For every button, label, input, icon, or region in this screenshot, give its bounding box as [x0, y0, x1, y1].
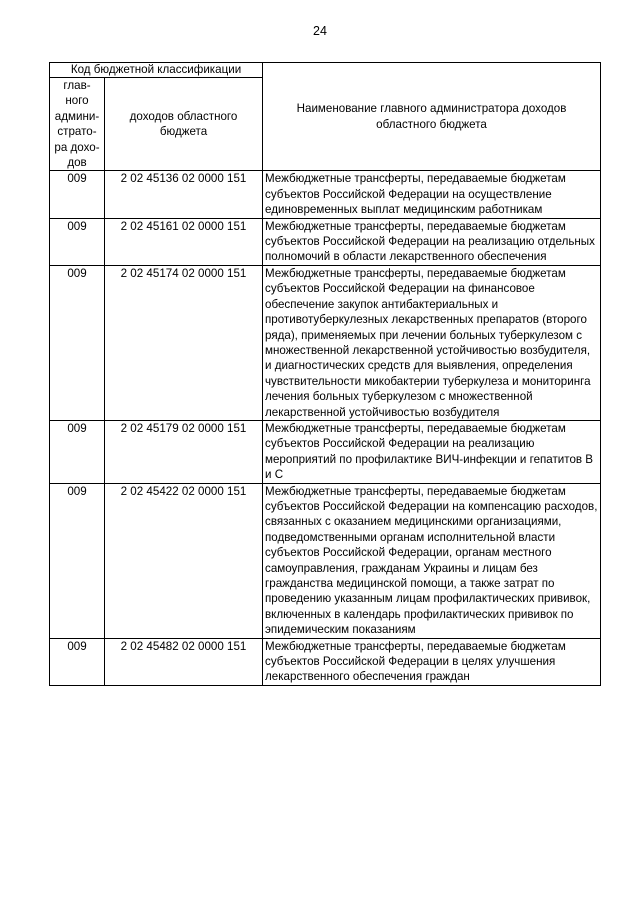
income-name-cell: Межбюджетные трансферты, передаваемые бюджетам субъектов Российской Федерации на реализацию отдельных полномочий в области лекарственного обеспечения — [263, 218, 601, 265]
admin-code-cell: 009 — [50, 265, 105, 420]
regional-income-header: доходов областного бюджета — [105, 78, 263, 171]
page-number: 24 — [313, 24, 327, 38]
admin-header-line: ра дохо- — [54, 140, 100, 154]
budget-code-cell: 2 02 45161 02 0000 151 — [105, 218, 263, 265]
budget-code-cell: 2 02 45482 02 0000 151 — [105, 638, 263, 685]
admin-code-cell: 009 — [50, 218, 105, 265]
table-row — [50, 420, 601, 483]
chief-administrator-header — [50, 78, 105, 171]
admin-code-cell: 009 — [50, 420, 105, 483]
budget-code-cell: 2 02 45136 02 0000 151 — [105, 171, 263, 218]
income-name-cell: Межбюджетные трансферты, передаваемые бюджетам субъектов Российской Федерации на финансовое обеспечение закупок антибактериальных и противотуберкулезных лекарственных препаратов (второго ряда), применяемых при лечении больных туберкулезом с множественной лекарственной устойчивостью возбудителя, и диагностических средств для выявления, определения чувствительности микобактерии туберкулеза и мониторинга лечения больных туберкулезом с множественной лекарственной устойчивостью возбудителя — [263, 265, 601, 420]
classification-code-header: Код бюджетной классификации — [50, 63, 263, 78]
income-name-cell: Межбюджетные трансферты, передаваемые бюджетам субъектов Российской Федерации на осуществление единовременных выплат медицинским работникам — [263, 171, 601, 218]
table-row — [50, 483, 601, 638]
income-name-cell: Межбюджетные трансферты, передаваемые бюджетам субъектов Российской Федерации на реализацию мероприятий по профилактике ВИЧ-инфекции и гепатитов В и С — [263, 420, 601, 483]
income-name-cell: Межбюджетные трансферты, передаваемые бюджетам субъектов Российской Федерации в целях улучшения лекарственного обеспечения граждан — [263, 638, 601, 685]
table-row — [50, 218, 601, 265]
budget-classification-table — [49, 62, 601, 686]
income-name-cell: Межбюджетные трансферты, передаваемые бюджетам субъектов Российской Федерации на компенсацию расходов, связанных с оказанием медицинскими организациями, подведомственными органам исполнительной власти субъектов Российской Федерации, органам местного самоуправления, гражданам Украины и лицам без гражданства медицинской помощи, а также затрат по проведению указанным лицам профилактических прививок, включенных в календарь профилактических прививок по эпидемическим показаниям — [263, 483, 601, 638]
admin-header-line: дов — [67, 156, 87, 170]
admin-code-cell: 009 — [50, 171, 105, 218]
table-row — [50, 638, 601, 685]
admin-header-line: глав- — [63, 79, 91, 92]
admin-code-cell: 009 — [50, 638, 105, 685]
budget-code-cell: 2 02 45179 02 0000 151 — [105, 420, 263, 483]
admin-code-cell: 009 — [50, 483, 105, 638]
admin-header-line: ного — [65, 94, 89, 108]
administrator-name-header: Наименование главного администратора доходов областного бюджета — [263, 63, 601, 171]
admin-header-line: админи- — [54, 109, 100, 123]
table-row — [50, 171, 601, 218]
admin-header-line: страто- — [57, 125, 97, 139]
budget-code-cell: 2 02 45174 02 0000 151 — [105, 265, 263, 420]
table-row — [50, 265, 601, 420]
budget-code-cell: 2 02 45422 02 0000 151 — [105, 483, 263, 638]
